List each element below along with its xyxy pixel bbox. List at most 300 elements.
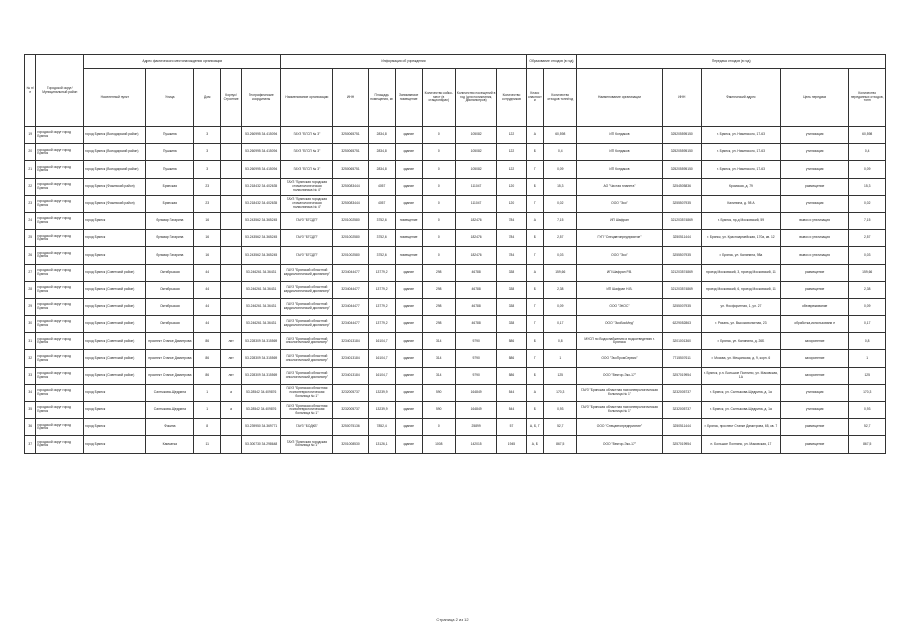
cell-inn: 3250083444 <box>333 195 368 212</box>
cell-recv-qty: 0,02 <box>849 195 886 212</box>
table-row <box>25 195 886 212</box>
cell-purpose: захоронение <box>780 333 849 350</box>
cell-recv-inn: 321203574869 <box>662 212 701 229</box>
cell-house: 1 <box>194 402 221 419</box>
cell-premises: здание <box>395 402 422 419</box>
cell-cls: А, Б, Г <box>526 419 544 436</box>
cell-building <box>221 178 242 195</box>
cell-coords: 53.218432 34.402635 <box>241 178 281 195</box>
cell-staff: 544 <box>497 402 526 419</box>
cell-coords: 53.218432 34.402635 <box>241 195 281 212</box>
cell-purpose: обезвреживание <box>780 298 849 315</box>
cell-area: 13126,1 <box>368 436 395 453</box>
cell-inn: 3234044477 <box>333 298 368 315</box>
cell-recv-inn: 321203574869 <box>662 264 701 281</box>
cell-org: ГАУЗ "Брянский областной онкологический диспансер" <box>281 350 333 367</box>
cell-recv-addr: проезд Московский, 3, проезд Московский, 11 <box>701 264 780 281</box>
header-locality: Населенный пункт <box>84 69 146 127</box>
table-row <box>25 436 886 453</box>
cell-visits: 46788 <box>455 281 497 298</box>
cell-inn: 3250075136 <box>333 419 368 436</box>
cell-coords: 53.246261 34.36431 <box>241 316 281 333</box>
header-area: Площадь помещения, м² <box>368 69 395 127</box>
cell-n: 29 <box>25 298 36 315</box>
header-waste-gen-group: Образование отходов (в год) <box>526 55 577 69</box>
cell-street: Пушкина <box>146 161 194 178</box>
cell-recv-org: ООО "ЭкоПромСервис" <box>577 350 662 367</box>
cell-staff: 784 <box>497 212 526 229</box>
cell-recv-inn: 3254505836 <box>662 178 701 195</box>
cell-inn: 3201002580 <box>333 247 368 264</box>
cell-area: 7852,4 <box>368 419 395 436</box>
cell-staff: 57 <box>497 419 526 436</box>
cell-district: городской округ город Брянск <box>36 281 84 298</box>
cell-staff: 122 <box>497 161 526 178</box>
cell-recv-addr: проезд Московский, 6, проезд Московский, 11 <box>701 281 780 298</box>
header-num: № п/п <box>25 55 36 127</box>
cell-recv-inn: 3250511444 <box>662 419 701 436</box>
cell-n: 37 <box>25 436 36 453</box>
header-transfer-group: Передача отходов (в год) <box>577 55 886 69</box>
cell-recv-addr: г. Брянск, ул. Салтыкова-Щедрина, д. 1а <box>701 402 780 419</box>
cell-area: 13779,2 <box>368 298 395 315</box>
cell-recv-addr: г. Брянск, ул. Салтыкова-Щедрина, д. 1а <box>701 384 780 401</box>
cell-recv-qty: 867,5 <box>849 436 886 453</box>
cell-locality: город Брянск (Фокинский район) <box>84 195 146 212</box>
cell-building <box>221 436 242 453</box>
cell-house: 44 <box>194 298 221 315</box>
cell-premises: здание <box>395 281 422 298</box>
cell-premises: здание <box>395 144 422 161</box>
cell-recv-org: ООО "ЭКОС" <box>577 298 662 315</box>
cell-inn: 3234044477 <box>333 281 368 298</box>
cell-org: ГАУЗ "Брянский областной кардиологический диспансер" <box>281 264 333 281</box>
group-header-row <box>25 55 886 69</box>
table-row <box>25 367 886 384</box>
page-footer: Страница 2 из 12 <box>436 617 469 622</box>
cell-coords: 53.260995 34.415094 <box>241 127 281 144</box>
header-info-group: Информация об учреждении <box>281 55 526 69</box>
cell-locality: город Брянск <box>84 419 146 436</box>
cell-cls: А <box>526 384 544 401</box>
cell-locality: город Брянск (Советский район) <box>84 333 146 350</box>
cell-staff: 784 <box>497 247 526 264</box>
cell-n: 33 <box>25 367 36 384</box>
cell-recv-inn: 325205595150 <box>662 161 701 178</box>
table-row <box>25 384 886 401</box>
cell-beds: 298 <box>422 264 455 281</box>
cell-coords: 53.246261 34.36431 <box>241 281 281 298</box>
cell-cls: Б <box>526 230 544 247</box>
cell-qty: 2,38 <box>544 281 577 298</box>
table-row <box>25 230 886 247</box>
header-recv-org: Наименование организации <box>577 69 662 127</box>
cell-visits: 25899 <box>455 419 497 436</box>
cell-purpose: обработка,использовани е <box>780 316 849 333</box>
cell-qty: 0,93 <box>544 402 577 419</box>
cell-recv-org: ГАУЗ "Брянская областная психоневрологическая больница № 1" <box>577 402 662 419</box>
cell-recv-inn: 325205595150 <box>662 127 701 144</box>
cell-premises: здание <box>395 367 422 384</box>
cell-staff: 120 <box>497 178 526 195</box>
cell-visits: 182476 <box>455 230 497 247</box>
cell-recv-inn: 3255007935 <box>662 298 701 315</box>
table-row <box>25 127 886 144</box>
cell-coords: 53.228309 34.315569 <box>241 333 281 350</box>
cell-n: 28 <box>25 281 36 298</box>
cell-street: бульвар Гагарина <box>146 230 194 247</box>
cell-building: а <box>221 402 242 419</box>
cell-recv-inn: 3232005737 <box>662 384 701 401</box>
cell-coords: 53.243562 34.365245 <box>241 230 281 247</box>
cell-area: 4057 <box>368 195 395 212</box>
cell-beds: 298 <box>422 316 455 333</box>
cell-locality: город Брянск <box>84 212 146 229</box>
cell-locality: город Брянск (Советский район) <box>84 367 146 384</box>
header-house: Дом <box>194 69 221 127</box>
cell-cls: Б <box>526 144 544 161</box>
cell-district: городской округ город Брянск <box>36 419 84 436</box>
cell-recv-qty: 1 <box>849 350 886 367</box>
cell-recv-inn: 321203574869 <box>662 281 701 298</box>
cell-district: городской округ город Брянск <box>36 230 84 247</box>
cell-recv-addr: г. Брянск, ул. Никинского, 17-63 <box>701 161 780 178</box>
cell-area: 16104,7 <box>368 367 395 384</box>
cell-house: 8 <box>194 419 221 436</box>
cell-house: 3 <box>194 161 221 178</box>
cell-recv-addr: Кромская, д. 79 <box>701 178 780 195</box>
cell-locality: город Брянск <box>84 384 146 401</box>
header-district: Городской округ/Муниципальный район <box>36 55 84 127</box>
cell-district: городской округ город Брянск <box>36 264 84 281</box>
cell-n: 36 <box>25 419 36 436</box>
cell-visits: 105082 <box>455 161 497 178</box>
cell-visits: 9790 <box>455 367 497 384</box>
cell-beds: 0 <box>422 161 455 178</box>
cell-street: Октябрьская <box>146 298 194 315</box>
cell-area: 3752,6 <box>368 212 395 229</box>
cell-area: 4057 <box>368 178 395 195</box>
cell-locality: город Брянск (Советский район) <box>84 281 146 298</box>
cell-area: 13239,9 <box>368 384 395 401</box>
cell-inn: 3232005737 <box>333 402 368 419</box>
cell-premises: здание <box>395 264 422 281</box>
cell-staff: 122 <box>497 127 526 144</box>
cell-cls: Б <box>526 367 544 384</box>
table-row <box>25 178 886 195</box>
cell-recv-org: ООО "Вектор-Эко-17" <box>577 367 662 384</box>
cell-org: ГАУЗ "Брянский областной кардиологический диспансер" <box>281 316 333 333</box>
cell-cls: А, Б <box>526 436 544 453</box>
cell-premises: здание <box>395 161 422 178</box>
cell-purpose: утилизация <box>780 384 849 401</box>
cell-inn: 3234044477 <box>333 264 368 281</box>
table-row <box>25 298 886 315</box>
cell-area: 3752,6 <box>368 247 395 264</box>
cell-recv-org: ИП Кондаков <box>577 161 662 178</box>
cell-visits: 164849 <box>455 402 497 419</box>
cell-recv-qty: 0,8 <box>849 333 886 350</box>
cell-recv-addr: г. Брянск, ул. Никинского, 17-63 <box>701 144 780 161</box>
header-staff: Количество сотрудников <box>497 69 526 127</box>
cell-org: ГАУЗ "БГСДП" <box>281 230 333 247</box>
cell-house: 16 <box>194 230 221 247</box>
cell-premises: здание <box>395 298 422 315</box>
cell-beds: 0 <box>422 127 455 144</box>
cell-inn: 3234013184 <box>333 350 368 367</box>
cell-beds: 590 <box>422 402 455 419</box>
cell-recv-qty: 2,38 <box>849 281 886 298</box>
cell-n: 27 <box>25 264 36 281</box>
cell-coords: 53.260995 34.415094 <box>241 161 281 178</box>
cell-n: 20 <box>25 144 36 161</box>
header-address-group: Адрес фактического местонахождения организации <box>84 55 281 69</box>
cell-recv-addr: г. Брянск, ул. Калинина, 98а <box>701 247 780 264</box>
cell-recv-org: ИП Шафран Р.В. <box>577 264 662 281</box>
cell-n: 31 <box>25 333 36 350</box>
cell-org: ГАУЗ "Брянская областная психоневрологическая больница № 1" <box>281 402 333 419</box>
cell-qty: 0,03 <box>544 247 577 264</box>
cell-n: 32 <box>25 350 36 367</box>
cell-qty: 0,09 <box>544 298 577 315</box>
cell-recv-qty: 0,93 <box>849 402 886 419</box>
cell-recv-addr: г. Брянск, ул. Калинина, д. 26Б <box>701 333 780 350</box>
cell-org: ГАУЗ "Брянская городская больница № 1" <box>281 436 333 453</box>
table-row <box>25 247 886 264</box>
cell-qty: 1 <box>544 350 577 367</box>
cell-street: проспект Станке Димитрова <box>146 367 194 384</box>
cell-building <box>221 127 242 144</box>
cell-district: городской округ город Брянск <box>36 350 84 367</box>
cell-qty: 15,3 <box>544 178 577 195</box>
cell-org: ГАУЗ "БГСП № 3" <box>281 127 333 144</box>
cell-street: Октябрьская <box>146 264 194 281</box>
cell-coords: 53.243562 34.365245 <box>241 212 281 229</box>
cell-cls: Б <box>526 281 544 298</box>
cell-org: ГАУЗ "БОДКБ" <box>281 419 333 436</box>
cell-building <box>221 195 242 212</box>
cell-street: проспект Станке Димитрова <box>146 333 194 350</box>
cell-building <box>221 144 242 161</box>
cell-locality: город Брянск <box>84 230 146 247</box>
cell-district: городской округ город Брянск <box>36 333 84 350</box>
header-org: Наименование организации <box>281 69 333 127</box>
cell-house: 11 <box>194 436 221 453</box>
cell-purpose: размещение <box>780 436 849 453</box>
cell-district: городской округ город Брянск <box>36 144 84 161</box>
cell-recv-org: ИП Кондаков <box>577 144 662 161</box>
cell-district: городской округ город Брянск <box>36 247 84 264</box>
cell-n: 19 <box>25 127 36 144</box>
cell-beds: 298 <box>422 298 455 315</box>
cell-recv-inn: 7715507611 <box>662 350 701 367</box>
cell-org: ГАУЗ "Брянский областной кардиологический диспансер" <box>281 298 333 315</box>
cell-staff: 544 <box>497 384 526 401</box>
cell-recv-inn: 3250511444 <box>662 230 701 247</box>
cell-premises: здание <box>395 127 422 144</box>
cell-staff: 338 <box>497 281 526 298</box>
cell-coords: 53.239950 34.369771 <box>241 419 281 436</box>
cell-coords: 53.228309 34.315569 <box>241 350 281 367</box>
cell-district: городской округ город Брянск <box>36 436 84 453</box>
cell-cls: А <box>526 264 544 281</box>
cell-district: городской округ город Брянск <box>36 402 84 419</box>
cell-cls: Г <box>526 298 544 315</box>
cell-recv-addr: г. Брянск, ул. Красноармейская, 170а, кв. 12 <box>701 230 780 247</box>
cell-locality: город Брянск (Володарский район) <box>84 144 146 161</box>
cell-inn: 3232005737 <box>333 384 368 401</box>
cell-purpose: захоронение <box>780 367 849 384</box>
cell-area: 13779,2 <box>368 264 395 281</box>
cell-coords: 53.246261 34.36431 <box>241 264 281 281</box>
cell-house: 86 <box>194 350 221 367</box>
cell-locality: город Брянск (Советский район) <box>84 350 146 367</box>
cell-org: ГАУЗ "Брянская городская стоматологическая поликлиника № 4" <box>281 195 333 212</box>
cell-house: 44 <box>194 281 221 298</box>
cell-coords: 53.28542 34.409876 <box>241 402 281 419</box>
cell-coords: 53.243562 34.365245 <box>241 247 281 264</box>
cell-beds: 314 <box>422 350 455 367</box>
cell-street: Брянская <box>146 195 194 212</box>
cell-cls: Г <box>526 161 544 178</box>
cell-locality: город Брянск (Фокинский район) <box>84 178 146 195</box>
cell-recv-qty: 2,57 <box>849 230 886 247</box>
cell-street: Пушкина <box>146 127 194 144</box>
cell-purpose: утилизация <box>780 161 849 178</box>
header-inn: ИНН <box>333 69 368 127</box>
cell-inn: 3201008530 <box>333 436 368 453</box>
cell-recv-qty: 0,17 <box>849 316 886 333</box>
cell-purpose: утилизация <box>780 144 849 161</box>
cell-premises: здание <box>395 195 422 212</box>
table-row <box>25 350 886 367</box>
cell-street: бульвар Гагарина <box>146 212 194 229</box>
cell-recv-addr: ул. Фосфоритная, 1, ул. 27 <box>701 298 780 315</box>
cell-beds: 0 <box>422 144 455 161</box>
cell-locality: город Брянск (Советский район) <box>84 298 146 315</box>
cell-visits: 111047 <box>455 178 497 195</box>
cell-staff: 120 <box>497 195 526 212</box>
cell-recv-org: ИП Шафран Н.В. <box>577 281 662 298</box>
table-row <box>25 161 886 178</box>
cell-house: 44 <box>194 264 221 281</box>
cell-purpose: утилизация <box>780 127 849 144</box>
cell-visits: 105082 <box>455 127 497 144</box>
cell-visits: 9790 <box>455 333 497 350</box>
cell-premises: здание <box>395 178 422 195</box>
cell-area: 2834,8 <box>368 127 395 144</box>
cell-beds: 314 <box>422 367 455 384</box>
cell-n: 25 <box>25 230 36 247</box>
cell-recv-org: ООО "Эко" <box>577 247 662 264</box>
cell-recv-qty: 0,03 <box>849 247 886 264</box>
cell-purpose: размещение <box>780 178 849 195</box>
cell-beds: 314 <box>422 333 455 350</box>
cell-cls: Б <box>526 178 544 195</box>
cell-premises: здание <box>395 333 422 350</box>
cell-recv-qty: 52,7 <box>849 419 886 436</box>
cell-building <box>221 316 242 333</box>
cell-recv-addr: г. Брянск, р.п. Большое Полпино, ул. Маковская, 1А <box>701 367 780 384</box>
cell-premises: помещение <box>395 247 422 264</box>
cell-district: городской округ город Брянск <box>36 195 84 212</box>
cell-visits: 164849 <box>455 384 497 401</box>
header-recv-addr: Фактический адрес <box>701 69 780 127</box>
cell-cls: Б <box>526 402 544 419</box>
cell-building <box>221 264 242 281</box>
cell-visits: 142015 <box>455 436 497 453</box>
cell-building <box>221 212 242 229</box>
cell-inn: 3234013184 <box>333 333 368 350</box>
cell-qty: 7,15 <box>544 212 577 229</box>
cell-recv-qty: 125 <box>849 367 886 384</box>
cell-purpose: утилизация <box>780 402 849 419</box>
cell-house: 44 <box>194 316 221 333</box>
cell-purpose: размещение <box>780 264 849 281</box>
cell-building <box>221 281 242 298</box>
cell-cls: А <box>526 212 544 229</box>
cell-qty: 159,66 <box>544 264 577 281</box>
cell-recv-org: ГАУЗ "Брянская областная психоневрологическая больница № 1" <box>577 384 662 401</box>
cell-district: городской округ город Брянск <box>36 178 84 195</box>
cell-org: ГАУЗ "БГСДП" <box>281 212 333 229</box>
cell-area: 13239,9 <box>368 402 395 419</box>
cell-beds: 0 <box>422 419 455 436</box>
cell-staff: 586 <box>497 333 526 350</box>
cell-recv-inn: 3255507935 <box>662 247 701 264</box>
cell-street: бульвар Гагарина <box>146 247 194 264</box>
cell-area: 13779,2 <box>368 316 395 333</box>
cell-recv-org: ООО "Вектор-Эко-17" <box>577 436 662 453</box>
cell-recv-org: ГУП "Спецавтопредприятие" <box>577 230 662 247</box>
cell-street: Брянская <box>146 178 194 195</box>
cell-qty: 170,3 <box>544 384 577 401</box>
cell-beds: 0 <box>422 230 455 247</box>
cell-recv-inn: 3257019954 <box>662 436 701 453</box>
cell-cls: Г <box>526 350 544 367</box>
table-row <box>25 264 886 281</box>
cell-premises: здание <box>395 316 422 333</box>
cell-building: лит <box>221 350 242 367</box>
cell-cls: А <box>526 127 544 144</box>
cell-building <box>221 230 242 247</box>
cell-recv-qty: 15,3 <box>849 178 886 195</box>
cell-n: 22 <box>25 178 36 195</box>
cell-beds: 0 <box>422 247 455 264</box>
cell-staff: 122 <box>497 144 526 161</box>
cell-house: 3 <box>194 144 221 161</box>
cell-house: 23 <box>194 195 221 212</box>
cell-visits: 111047 <box>455 195 497 212</box>
cell-street: Камчатка <box>146 436 194 453</box>
cell-building: лит <box>221 367 242 384</box>
cell-street: Октябрьская <box>146 316 194 333</box>
cell-house: 16 <box>194 247 221 264</box>
cell-inn: 3234044477 <box>333 316 368 333</box>
cell-building <box>221 247 242 264</box>
cell-org: ГАУЗ "Брянский областной онкологический диспансер" <box>281 333 333 350</box>
cell-inn: 3250065751 <box>333 144 368 161</box>
column-header-row <box>25 69 886 127</box>
cell-locality: город Брянск (Володарский район) <box>84 127 146 144</box>
cell-cls: Г <box>526 195 544 212</box>
cell-area: 3752,6 <box>368 230 395 247</box>
cell-recv-org: ИП Кондаков <box>577 127 662 144</box>
cell-n: 24 <box>25 212 36 229</box>
cell-recv-inn: 3201001360 <box>662 333 701 350</box>
cell-cls: Б <box>526 333 544 350</box>
cell-house: 16 <box>194 212 221 229</box>
